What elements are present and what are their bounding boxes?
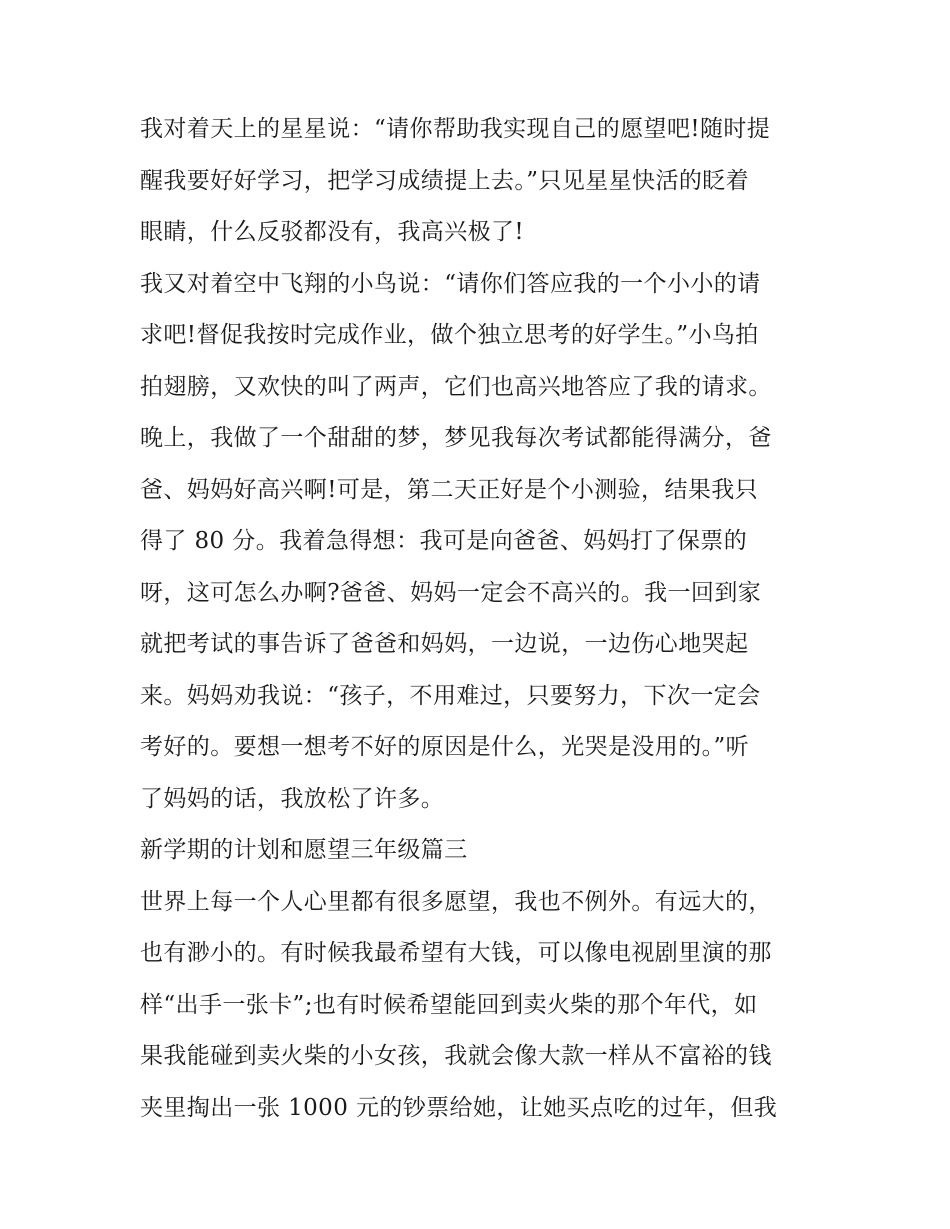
section-heading: 新学期的计划和愿望三年级篇三 [140,837,468,863]
text-line: 就把考试的事告诉了爸爸和妈妈，一边说，一边伤心地哭起 [140,631,749,657]
text-line: 眼睛，什么反驳都没有，我高兴极了! [140,219,525,245]
text-line: 样“出手一张卡”;也有时候希望能回到卖火柴的那个年代，如 [140,991,758,1018]
text-line: 晚上，我做了一个甜甜的梦，梦见我每次考试都能得满分，爸 [140,425,772,451]
text-line: 我又对着空中飞翔的小鸟说：“请你们答应我的一个小小的请 [140,270,761,297]
text-line: 来。妈妈劝我说：“孩子，不用难过，只要努力，下次一定会 [140,682,761,709]
text-line: 也有渺小的。有时候我最希望有大钱，可以像电视剧里演的那 [140,940,772,966]
text-line: 世界上每一个人心里都有很多愿望，我也不例外。有远大的， [140,888,772,915]
text-line: 夹里掏出一张 1000 元的钞票给她，让她买点吃的过年，但我 [140,1094,778,1121]
text-line: 呀，这可怎么办啊?爸爸、妈妈一定会不高兴的。我一回到家 [140,579,762,606]
text-line: 醒我要好好学习，把学习成绩提上去。”只见星星快活的眨着 [140,167,750,194]
text-line: 果我能碰到卖火柴的小女孩，我就会像大款一样从不富裕的钱 [140,1043,772,1069]
text-line: 求吧!督促我按时完成作业，做个独立思考的好学生。”小鸟拍 [140,322,759,348]
text-line: 得了 80 分。我着急得想：我可是向爸爸、妈妈打了保票的 [140,528,748,554]
text-line: 拍翅膀，又欢快的叫了两声，它们也高兴地答应了我的请求。 [140,373,772,400]
text-line: 爸、妈妈好高兴啊!可是，第二天正好是个小测验，结果我只 [140,476,759,503]
text-line: 了妈妈的话，我放松了许多。 [140,785,445,812]
text-line: 我对着天上的星星说：“请你帮助我实现自己的愿望吧!随时提 [140,116,771,142]
document-body [140,104,820,1134]
text-line: 考好的。要想一想考不好的原因是什么，光哭是没用的。”听 [140,734,750,760]
